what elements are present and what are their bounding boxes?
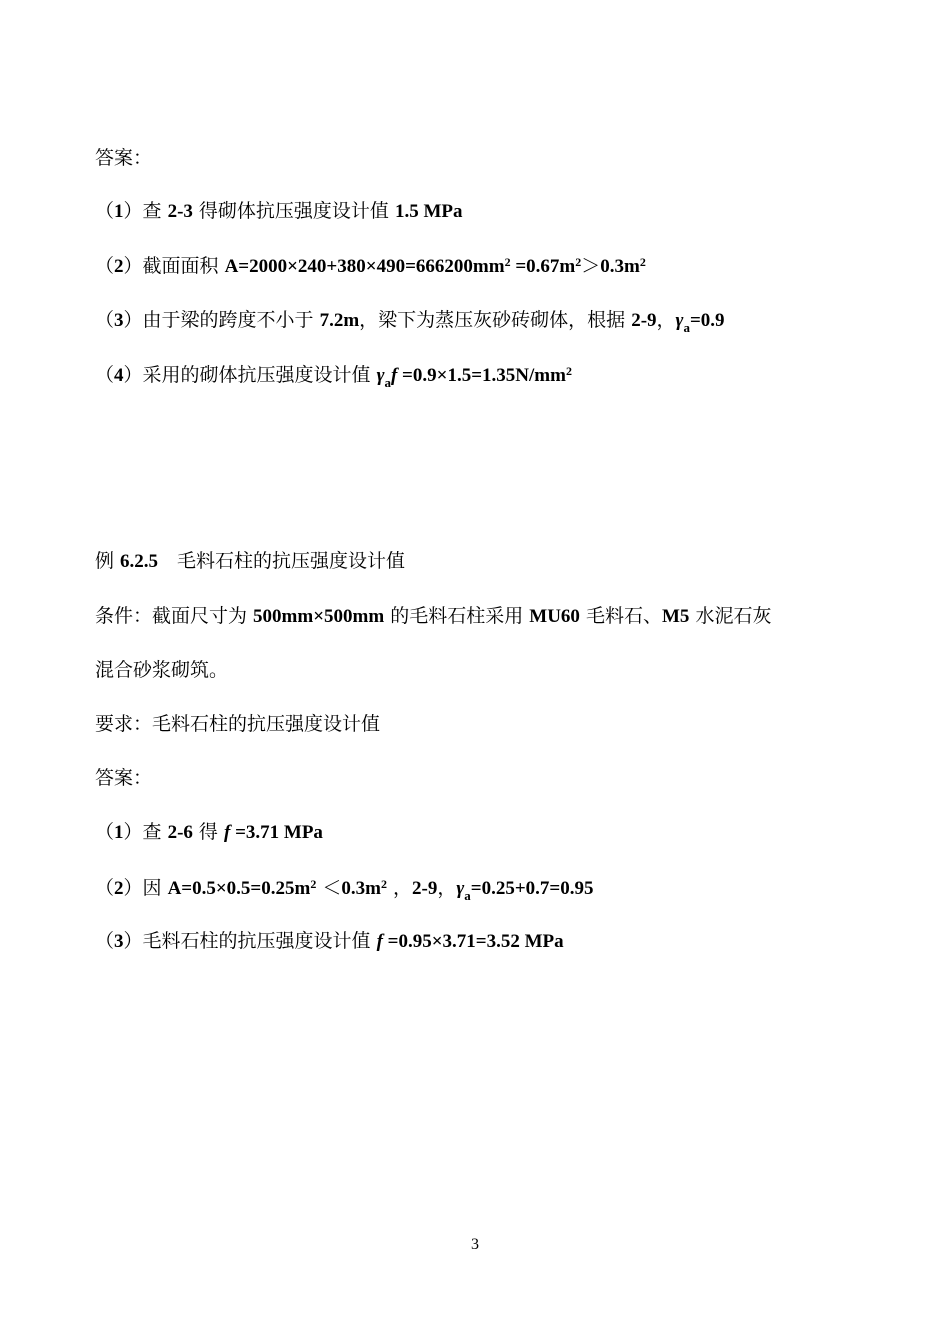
step-2-2: （2）因 $A=0.5\times 0.5=0.25m^2 <0.3m^2$ ，2-9，$\gamma_a=0.25+0.7=0.95$ [95,877,594,903]
page-number: 3 [471,1236,479,1253]
step-1-2: （2）截面面积 $A=2000\times 240+380\times 490=666200mm^2 =0.67m^2>0.3m^2$ [95,255,646,277]
step-1-1: （1）查 2-3 得砌体抗压强度设计值 1.5 MPa [95,200,463,222]
step-1-4: （4）采用的砌体抗压强度设计值 $\gamma_af =0.9\times 1.5=1.35N/mm^2$ [95,364,572,390]
answer-label-1: 答案： [95,147,153,169]
step-2-3: （3）毛料石柱的抗压强度设计值 f =0.95×3.71=3.52 MPa [95,930,564,952]
answer-label-2: 答案： [95,767,153,789]
step-1-3: （3）由于梁的跨度不小于 7.2m，梁下为蒸压灰砂砖砌体，根据 2-9，$\gamma_a=0.9$ [95,309,725,335]
condition-line-1: 条件：截面尺寸为 500mm×500mm 的毛料石柱采用 MU60 毛料石、M5 水泥石灰 [95,605,772,627]
condition-line-2: 混合砂浆砌筑。 [95,659,229,681]
step-2-1: （1）查 2-6 得 f =3.71 MPa [95,821,323,843]
example-heading: 例 6.2.5 毛料石柱的抗压强度设计值 [95,550,406,572]
requirement: 要求：毛料石柱的抗压强度设计值 [95,713,381,735]
